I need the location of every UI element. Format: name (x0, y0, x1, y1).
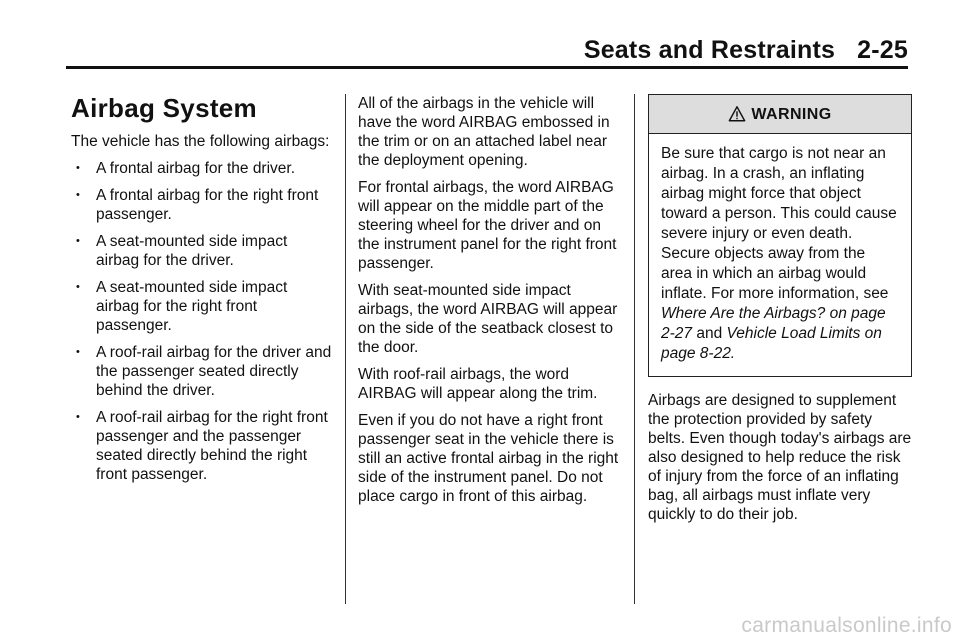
paragraph: For frontal airbags, the word AIRBAG will appear on the middle part of the steering wheel for the driver and on the instrument panel for the right front passenger. (358, 179, 617, 272)
list-item: • A frontal airbag for the right front passenger. (76, 187, 319, 223)
bullet-icon: • (76, 235, 80, 247)
column-divider-2 (634, 94, 635, 604)
column-2 (358, 94, 622, 514)
airbag-list (71, 159, 333, 484)
paragraph: All of the airbags in the vehicle will have the word AIRBAG embossed in the trim or on an attached label near the deployment opening. (358, 95, 610, 169)
list-item: • A frontal airbag for the driver. (76, 160, 296, 177)
warning-box (648, 94, 912, 377)
cross-reference-link[interactable]: Vehicle Load Limits on page 8-22. (661, 325, 882, 362)
paragraph: With seat-mounted side impact airbags, the word AIRBAG will appear on the side of the seatback closest to the door. (358, 282, 618, 356)
paragraph: Even if you do not have a right front passenger seat in the vehicle there is still an active frontal airbag in the right side of the instrument panel. Do not place cargo in front of this airbag. (358, 412, 619, 505)
bullet-icon: • (76, 281, 80, 293)
header-rule (66, 66, 908, 69)
cross-reference-link[interactable]: Where Are the Airbags? on page 2-27 (661, 305, 886, 342)
section-title: Seats and Restraints (583, 36, 836, 64)
column-3 (648, 94, 912, 532)
paragraph: With roof-rail airbags, the word AIRBAG will appear along the trim. (358, 366, 598, 402)
bullet-icon: • (76, 411, 80, 423)
page-number: 2-25 (857, 36, 908, 64)
list-item: • A roof-rail airbag for the right front passenger and the passenger seated directly behind the right front passenger. (76, 409, 328, 483)
intro-paragraph: The vehicle has the following airbags: (71, 133, 330, 150)
watermark: carmanualsonline.info (741, 614, 952, 637)
warning-header (649, 95, 911, 134)
list-item: • A seat-mounted side impact airbag for the right front passenger. (76, 279, 288, 334)
list-item: • A roof-rail airbag for the driver and the passenger seated directly behind the driver. (76, 344, 332, 399)
list-item: • A seat-mounted side impact airbag for the driver. (76, 233, 288, 269)
warning-title: WARNING (751, 105, 832, 123)
paragraph: Airbags are designed to supplement the protection provided by safety belts. Even though today's airbags are also designed to help reduce the risk of injury from the force of an inflating bag, all airbags must inflate very quickly to do their job. (648, 392, 912, 523)
bullet-icon: • (76, 189, 80, 201)
column-1 (71, 94, 333, 492)
bullet-icon: • (76, 346, 80, 358)
warning-triangle-icon (728, 105, 746, 123)
bullet-icon: • (76, 162, 80, 174)
running-header (584, 36, 908, 65)
column-divider-1 (345, 94, 346, 604)
section-heading: Airbag System (71, 93, 257, 123)
warning-body: Be sure that cargo is not near an airbag. In a crash, an inflating airbag might force that object toward a person. This could cause severe injury or even death. Secure objects away from the area in which an airbag would inflate. For more information, see Where Are the Airbags? on page 2-27 and Vehicle Load Limits on page 8-22. (661, 145, 897, 362)
